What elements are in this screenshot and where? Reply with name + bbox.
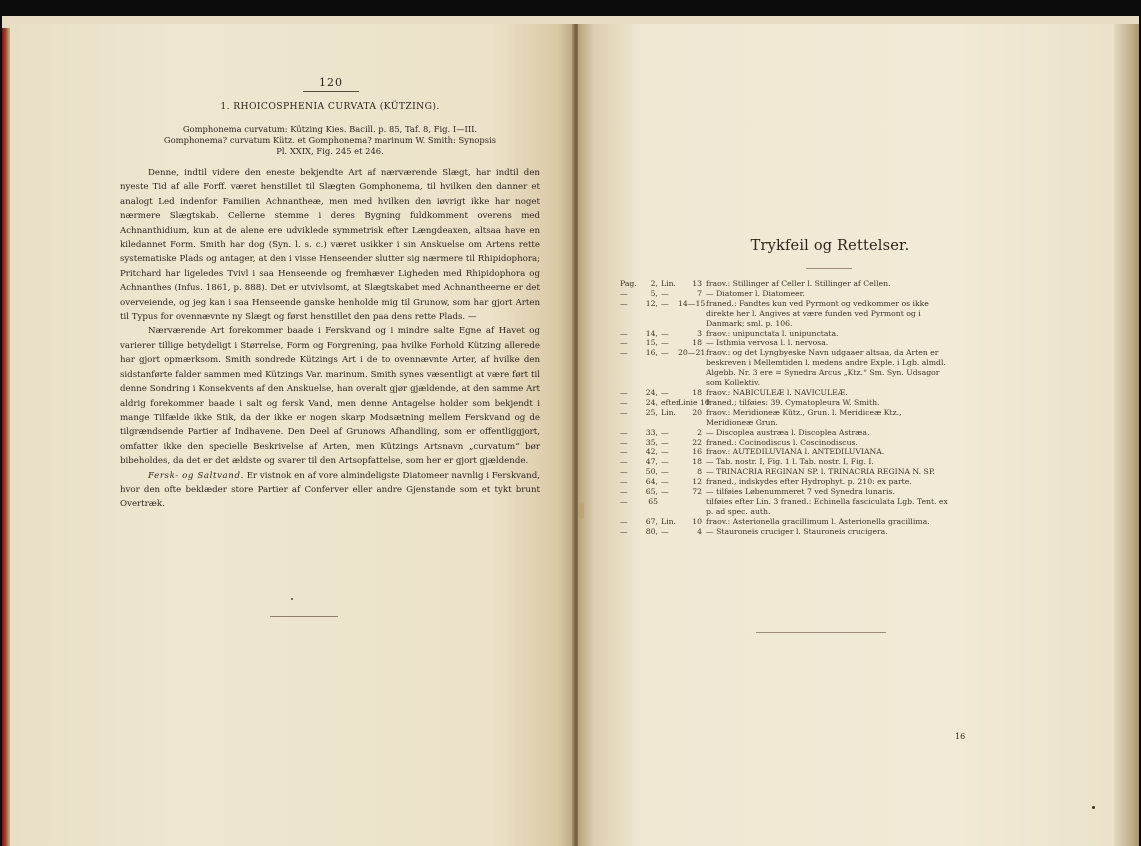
errata-page: 65, bbox=[645, 487, 658, 497]
errata-correction: franed., indskydes efter Hydrophyt. p. 210: ex parte. bbox=[706, 477, 912, 487]
errata-line: 22 bbox=[692, 437, 702, 447]
errata-row bbox=[620, 408, 950, 428]
errata-line: 4 bbox=[697, 526, 702, 536]
errata-row bbox=[620, 428, 950, 438]
errata-page: 80, bbox=[645, 526, 658, 536]
errata-line-label: Lin. bbox=[661, 279, 676, 288]
errata-line-label: — bbox=[661, 427, 669, 437]
errata-page-dash: — bbox=[620, 467, 628, 477]
errata-row bbox=[620, 447, 950, 457]
print-speck bbox=[291, 598, 293, 600]
errata-page: 33, bbox=[645, 427, 658, 437]
errata-page-dash: — bbox=[620, 427, 628, 437]
errata-correction: franed.: Fandtes kun ved Pyrmont og vedkommer os ikke direkte her l. Angives at være funden ved Pyrmont og i Danmark; sml. p. 106. bbox=[706, 298, 929, 328]
errata-line-label: — bbox=[661, 477, 669, 487]
errata-line: 3 bbox=[697, 328, 702, 338]
errata-page: 65 bbox=[648, 496, 658, 506]
errata-row bbox=[620, 388, 950, 398]
errata-row bbox=[620, 279, 950, 289]
errata-correction: — Diatomer l. Diatomeer. bbox=[706, 288, 805, 298]
errata-page-dash: — bbox=[620, 338, 628, 348]
errata-correction: fraov.: Asterionella gracillimum l. Asterionella gracillima. bbox=[706, 516, 930, 526]
errata-line: 18 bbox=[692, 338, 702, 348]
errata-page-dash: — bbox=[620, 288, 628, 298]
paragraph-1: Denne, indtil videre den eneste bekjendte Art af nærværende Slægt, har indtil den nyeste Tid af alle Forff. været henstillet til Slægten Gomphonema, til hvilken den danner et analogt Led indenfor Familien Achnantheæ, men med hvilken den iøvrigt ikke har noget nærmere Slægtskab. Cellerne stemme i deres Bygning fuldkomment overens med Achnanthidium, kun at de alene ere udviklede symmetrisk efter Længdeaxen, altsaa have en kiledannet Form. Smith har dog (Syn. l. s. c.) været usikker i sin Anskuelse om Artens rette systematiske Plads og antager, at den i visse Henseender slutter sig nærmere til Rhipidophora; Pritchard har ligeledes Tvivl i saa Henseende og fremhæver Ligheden med Rhipidophora og Achnanthes (Infus. 1861, p. 888). Det er utvivlsomt, at Slægtskabet med Achnantheerne er det overveiende, og jeg kan i saa Henseende ganske henholde mig til Grunow, som har gjort Arten til Typus for ovennævnte ny Slægt og først henstillet den paa dens rette Plads. — bbox=[120, 168, 540, 323]
errata-correction: — Stauroneis cruciger l. Stauroneis crucigera. bbox=[706, 526, 888, 536]
errata-line: 18 bbox=[692, 387, 702, 397]
paragraph-3 bbox=[120, 469, 540, 512]
errata-row bbox=[620, 438, 950, 448]
paragraph-2: Nærværende Art forekommer baade i Ferskvand og i mindre salte Egne af Havet og varierer tillige betydeligt i Størrelse, Form og Forgrening, paa hvilke Forhold Kützing allerede har gjort opmærksom. Smith sondrede Kützings Art i de to ovennævnte Arter, af hvilke den sidstanførte falder sammen med Kützings Var. marinum. Smith synes væsentligt at være ført til denne Sondring i Konsekvents af den Anskuelse, han overalt gjør gjældende, at den samme Art aldrig forekommer baade i salt og fersk Vand, men denne Antagelse holder som bekjendt i mange Tilfælde ikke Stik, da der ikke er nogen skarp Modsætning mellem Ferskvand og de tilgrændsende Partier af Indhavene. Den Deel af Grunows Afhandling, som er offentliggjort, omfatter ikke den specielle Beskrivelse af Arten, men Kützings Artsnavn „curvatum“ bør bibeholdes, da det er det ældste og svarer til den Artsopfattelse, som her er gjort gjældende. bbox=[120, 326, 540, 467]
errata-page-dash: — bbox=[620, 516, 628, 526]
section-end-rule-right bbox=[756, 632, 886, 633]
errata-page-dash: — bbox=[620, 477, 628, 487]
errata-row bbox=[620, 477, 950, 487]
errata-line-label: — bbox=[661, 526, 669, 536]
left-page-number: 120 bbox=[319, 76, 343, 89]
errata-row bbox=[620, 467, 950, 477]
errata-page: 25, bbox=[645, 407, 658, 417]
errata-page: 47, bbox=[645, 457, 658, 467]
errata-page: 24, bbox=[645, 397, 658, 407]
page-stack-edge-right bbox=[1114, 24, 1139, 846]
errata-correction: fraov.: AUTEDILUVIANA l. ANTEDILUVIANA. bbox=[706, 447, 885, 457]
errata-row bbox=[620, 487, 950, 497]
errata-page-dash: — bbox=[620, 496, 628, 506]
errata-line-label: — bbox=[661, 437, 669, 447]
left-body-text bbox=[120, 166, 540, 512]
synonym-line-3: Pl. XXIX, Fig. 245 et 246. bbox=[276, 146, 384, 156]
synonym-line-2: Gomphonema? curvatum Kütz. et Gomphonema? marinum W. Smith: Synopsis bbox=[163, 135, 497, 145]
errata-line: 20 bbox=[692, 407, 702, 417]
errata-list bbox=[620, 279, 950, 537]
errata-page-dash: — bbox=[620, 397, 628, 407]
errata-row bbox=[620, 527, 950, 537]
errata-row bbox=[620, 517, 950, 527]
errata-page: 16, bbox=[645, 348, 658, 358]
errata-correction: — Discoplea austræa l. Discoplea Astræa. bbox=[706, 427, 870, 437]
habitat-text: Er vistnok en af vore almindeligste Diatomeer navnlig i Ferskvand, hvor den ofte beklæder store Partier af Conferver eller andre Gjenstande som et tykt brunt Overtræk. bbox=[120, 470, 540, 510]
errata-correction: — TRINACRIA REGINAN SP. l. TRINACRIA REGINA N. SP. bbox=[706, 467, 935, 477]
errata-line: 7 bbox=[697, 288, 702, 298]
errata-line: Linie 10 bbox=[678, 397, 710, 407]
species-heading: 1. RHOICOSPHENIA CURVATA (KÜTZING). bbox=[220, 101, 440, 112]
errata-row bbox=[620, 398, 950, 408]
errata-line-label: Lin. bbox=[661, 516, 676, 526]
errata-page: 5, bbox=[650, 288, 658, 298]
errata-page-dash: — bbox=[620, 348, 628, 358]
errata-correction: franed.: Cocinodiscus l. Coscinodiscus. bbox=[706, 437, 858, 447]
errata-line: 12 bbox=[692, 477, 702, 487]
errata-row bbox=[620, 348, 950, 388]
errata-line-label bbox=[661, 497, 678, 517]
synonym-line-1: Gomphonema curvatum: Kützing Kies. Bacill. p. 85, Taf. 8, Fig. I—III. bbox=[182, 124, 478, 134]
errata-correction: fraov.: og det Lyngbyeske Navn udgaaer altsaa, da Arten er beskreven i Mellemtiden l. medens andre Exple. i Lgb. almdl. Algebb. Nr. 3 ere = Synedra Arcus „Ktz.“ Sm. Syn. Udsagor som Kollektiv. bbox=[706, 348, 946, 388]
right-page-number: 16 bbox=[955, 732, 966, 741]
errata-line-label: — bbox=[661, 447, 669, 457]
errata-page: 12, bbox=[645, 298, 658, 308]
errata-correction: fraov.: Stillinger af Celler l. Stillinger af Cellen. bbox=[706, 279, 891, 288]
errata-correction: — Isthmia vervosa l. l. nervosa. bbox=[706, 338, 829, 348]
errata-line-label: — bbox=[661, 288, 669, 298]
errata-line: 18 bbox=[692, 457, 702, 467]
errata-line-label: — bbox=[661, 487, 669, 497]
page-number-rule bbox=[303, 91, 359, 92]
errata-correction: tilføies efter Lin. 3 franed.: Echinella fasciculata Lgb. Tent. ex p. ad spec. auth. bbox=[706, 496, 948, 516]
errata-page-dash: — bbox=[620, 387, 628, 397]
errata-line: 14—15 bbox=[678, 298, 706, 308]
errata-page: 42, bbox=[645, 447, 658, 457]
errata-line: 13 bbox=[692, 279, 702, 288]
errata-page-dash: — bbox=[620, 447, 628, 457]
errata-line bbox=[678, 497, 706, 517]
errata-page: 15, bbox=[645, 338, 658, 348]
errata-page-dash: — bbox=[620, 298, 628, 308]
errata-correction: — tilføies Løbenummeret 7 ved Synedra lunaris. bbox=[706, 487, 895, 497]
errata-page: 35, bbox=[645, 437, 658, 447]
errata-line-label: — bbox=[661, 467, 669, 477]
errata-line-label: — bbox=[661, 457, 669, 467]
errata-line-label: — bbox=[661, 348, 669, 358]
errata-correction: franed.; tilføies: 39. Cymatopleura W. Smith. bbox=[706, 397, 880, 407]
errata-row bbox=[620, 289, 950, 299]
errata-title-rule bbox=[806, 268, 852, 269]
errata-page-dash: — bbox=[620, 407, 628, 417]
errata-line: 16 bbox=[692, 447, 702, 457]
errata-row bbox=[620, 497, 950, 517]
errata-line: 72 bbox=[692, 487, 702, 497]
section-end-rule-left bbox=[270, 616, 338, 617]
errata-line: 2 bbox=[697, 427, 702, 437]
errata-page-dash: — bbox=[620, 526, 628, 536]
errata-page: 2, bbox=[650, 279, 658, 288]
errata-title: Trykfeil og Rettelser. bbox=[750, 238, 910, 254]
errata-row bbox=[620, 329, 950, 339]
errata-page: 14, bbox=[645, 328, 658, 338]
errata-page: 50, bbox=[645, 467, 658, 477]
errata-line-label: Lin. bbox=[661, 407, 676, 417]
errata-line: 20—21 bbox=[678, 348, 706, 358]
print-speck-right bbox=[1092, 806, 1095, 809]
errata-page-dash: — bbox=[620, 487, 628, 497]
errata-correction: — Tab. nostr. I, Fig. 1 l. Tab. nostr. I, Fig. I. bbox=[706, 457, 874, 467]
errata-page: 24, bbox=[645, 387, 658, 397]
errata-line-label: — bbox=[661, 328, 669, 338]
errata-correction: fraov.: NABICULEÆ l. NAVICULEÆ. bbox=[706, 387, 848, 397]
errata-page: 64, bbox=[645, 477, 658, 487]
errata-line-label: — bbox=[661, 298, 669, 308]
book-cover-edge-left bbox=[2, 28, 10, 846]
errata-page-dash: — bbox=[620, 437, 628, 447]
errata-page: 67, bbox=[645, 516, 658, 526]
errata-page-dash: — bbox=[620, 328, 628, 338]
errata-row bbox=[620, 457, 950, 467]
errata-page-dash: — bbox=[620, 457, 628, 467]
errata-correction: fraov.: Meridioneæ Kütz., Grun. l. Meridiceæ Ktz., Meridioneæ Grun. bbox=[706, 407, 902, 427]
errata-correction: fraov.: unipunctata l. unipunctata. bbox=[706, 328, 839, 338]
page-smudge bbox=[578, 503, 584, 519]
errata-line: 10 bbox=[692, 516, 702, 526]
errata-line-label: efter bbox=[661, 397, 680, 407]
errata-line-label: — bbox=[661, 338, 669, 348]
errata-line: 8 bbox=[697, 467, 702, 477]
errata-line-label: — bbox=[661, 387, 669, 397]
habitat-lead: Fersk- og Saltvand. bbox=[148, 470, 244, 481]
errata-row bbox=[620, 338, 950, 348]
errata-page-dash: Pag. bbox=[620, 279, 637, 288]
errata-row bbox=[620, 299, 950, 329]
